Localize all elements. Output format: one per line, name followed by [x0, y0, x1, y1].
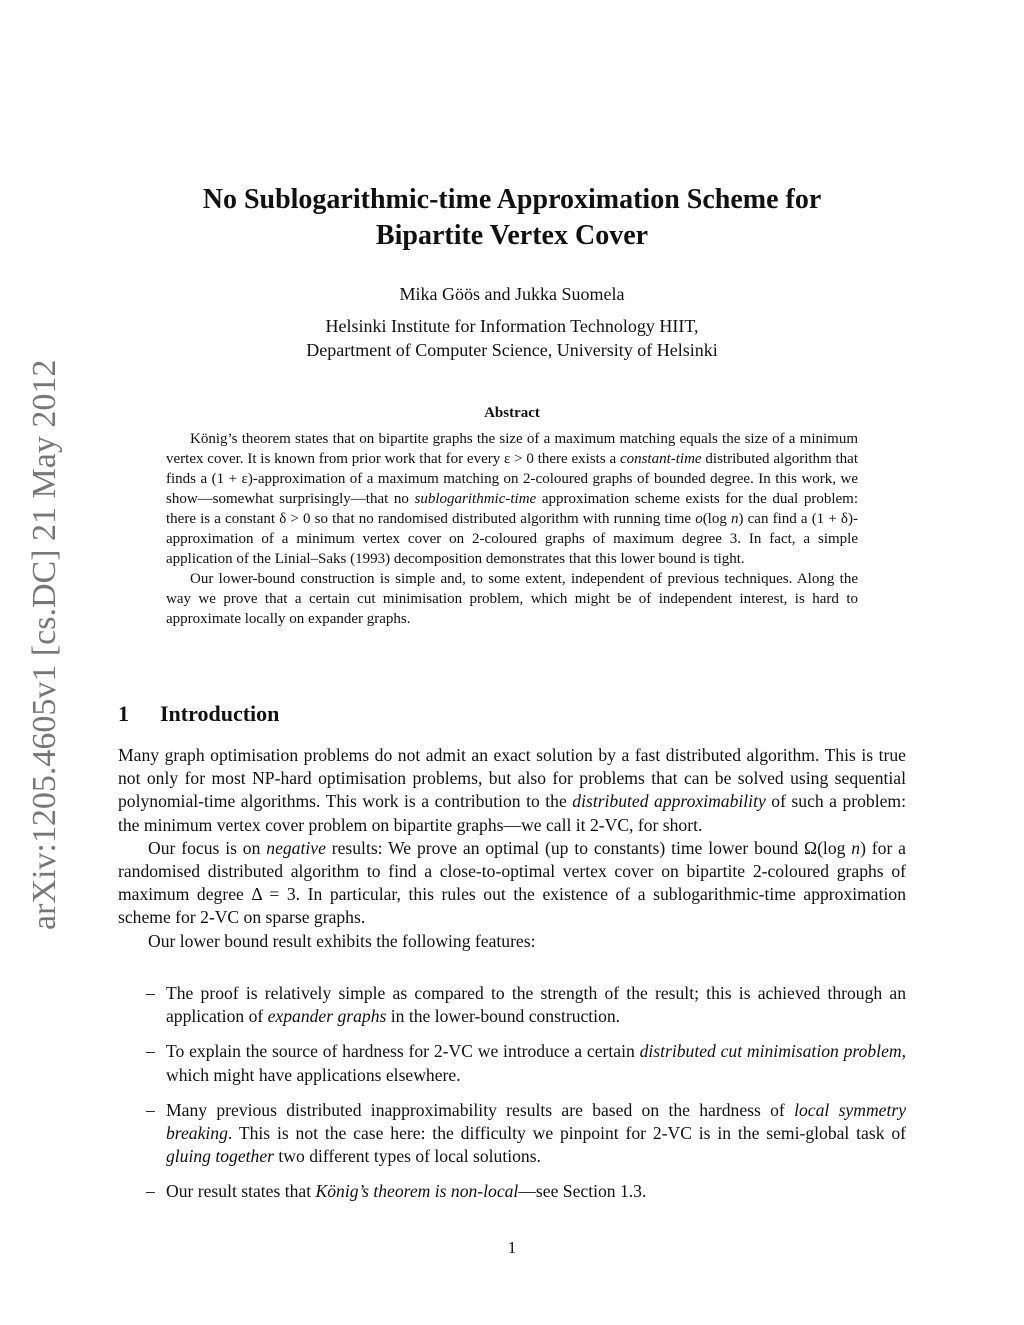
math-italic: n [851, 837, 861, 858]
text-run: To explain the source of hardness for 2-VC we introduce a certain [166, 1041, 640, 1062]
text-run: ) can find a (1 + δ)-approximation of a minimum vertex cover on 2-coloured graphs of maximum degree 3. In fact, a simple application of the Linial–Saks (1993) decomposition demonstrates that this lower bound is tight. [166, 511, 858, 567]
affiliation [118, 314, 906, 362]
text-run: Our focus is on [148, 837, 267, 858]
abstract-body [166, 429, 858, 629]
paper-title-line-1: No Sublogarithmic-time Approximation Scheme for [202, 184, 822, 215]
emphasis: distributed approximability [572, 791, 766, 812]
text-run: two different types of local solutions. [274, 1146, 541, 1167]
text-run: approximation scheme exists for the dual problem: there is a constant δ > 0 so that no randomised distributed algorithm with running time [166, 491, 858, 527]
list-item [118, 1180, 906, 1203]
text-run: in the lower-bound construction. [386, 1006, 621, 1027]
text-run: —see Section 1.3. [518, 1181, 647, 1202]
emphasis: sublogarithmic-time [414, 491, 537, 507]
list-item [118, 982, 906, 1028]
text-run: König’s theorem states that on bipartite graphs the size of a maximum matching equals the size of a minimum vertex cover. It is known from prior work that for every ε > 0 there exists a [166, 431, 858, 467]
text-run: results: We prove an optimal (up to constants) time lower bound Ω(log [325, 837, 852, 858]
affiliation-line-2: Department of Computer Science, University of Helsinki [306, 340, 718, 360]
arxiv-stamp [20, 350, 70, 930]
text-run: Our result states that [166, 1181, 316, 1202]
section-title: Introduction [160, 701, 280, 726]
emphasis: gluing together [166, 1146, 274, 1167]
text-run: of such a problem: the minimum vertex cover problem on bipartite graphs—we call it 2-VC, for short. [118, 791, 906, 835]
list-dash: – [146, 1041, 155, 1062]
math-italic: o [695, 511, 703, 527]
list-item [118, 1040, 906, 1086]
text-run: , which might have applications elsewhere. [166, 1041, 906, 1085]
intro-paragraph-3: Our lower bound result exhibits the following features: [148, 930, 536, 951]
emphasis: negative [266, 837, 326, 858]
paper-title-line-2: Bipartite Vertex Cover [375, 220, 649, 251]
emphasis: distributed cut minimisation problem [639, 1041, 902, 1062]
section-heading-introduction [118, 700, 279, 728]
intro-paragraph-1 [118, 744, 906, 837]
introduction-body [118, 744, 906, 953]
emphasis: expander graphs [267, 1006, 387, 1027]
abstract-heading: Abstract [484, 405, 540, 421]
list-dash: – [146, 983, 155, 1003]
authors: Mika Göös and Jukka Suomela [399, 284, 625, 304]
affiliation-line-1: Helsinki Institute for Information Technology HIIT, [325, 316, 699, 336]
emphasis: König’s theorem is non-local [315, 1181, 519, 1202]
feature-list [118, 982, 906, 1216]
text-run: Many previous distributed inapproximability results are based on the hardness of [166, 1099, 795, 1120]
intro-paragraph-2 [118, 837, 906, 930]
list-dash: – [146, 1181, 155, 1202]
math-italic: n [731, 511, 739, 527]
emphasis: constant-time [619, 451, 702, 467]
abstract-paragraph-1 [166, 429, 858, 569]
emphasis: local symmetry breaking [166, 1099, 906, 1144]
paper-title [118, 182, 906, 254]
text-run: distributed algorithm that finds a (1 + ε)-approximation of a maximum matching on 2-coloured graphs of bounded degree. In this work, we show—somewhat surprisingly—that no [166, 451, 858, 507]
text-run: The proof is relatively simple as compared to the strength of the result; this is achieved through an application of [166, 983, 906, 1027]
arxiv-stamp-text: arXiv:1205.4605v1 [cs.DC] 21 May 2012 [26, 359, 63, 930]
list-item [118, 1099, 906, 1169]
text-run: (log [702, 511, 731, 527]
section-number: 1 [118, 701, 129, 726]
abstract-paragraph-2: Our lower-bound construction is simple and, to some extent, independent of previous techniques. Along the way we prove that a certain cut minimisation problem, which might be of independent interest, is hard to approximate locally on expander graphs. [166, 571, 858, 627]
text-run: ) for a randomised distributed algorithm to find a close-to-optimal vertex cover on bipartite 2-coloured graphs of maximum degree Δ = 3. In particular, this rules out the existence of a sublogarithmic-time approximation scheme for 2-VC on sparse graphs. [118, 837, 906, 928]
text-run: Many graph optimisation problems do not admit an exact solution by a fast distributed algorithm. This is true not only for most NP-hard optimisation problems, but also for problems that can be solved using sequential polynomial-time algorithms. This work is a contribution to the [118, 745, 906, 812]
text-run: . This is not the case here: the difficulty we pinpoint for 2-VC is in the semi-global task of [227, 1123, 906, 1144]
page-number: 1 [507, 1238, 517, 1257]
list-dash: – [146, 1099, 155, 1120]
